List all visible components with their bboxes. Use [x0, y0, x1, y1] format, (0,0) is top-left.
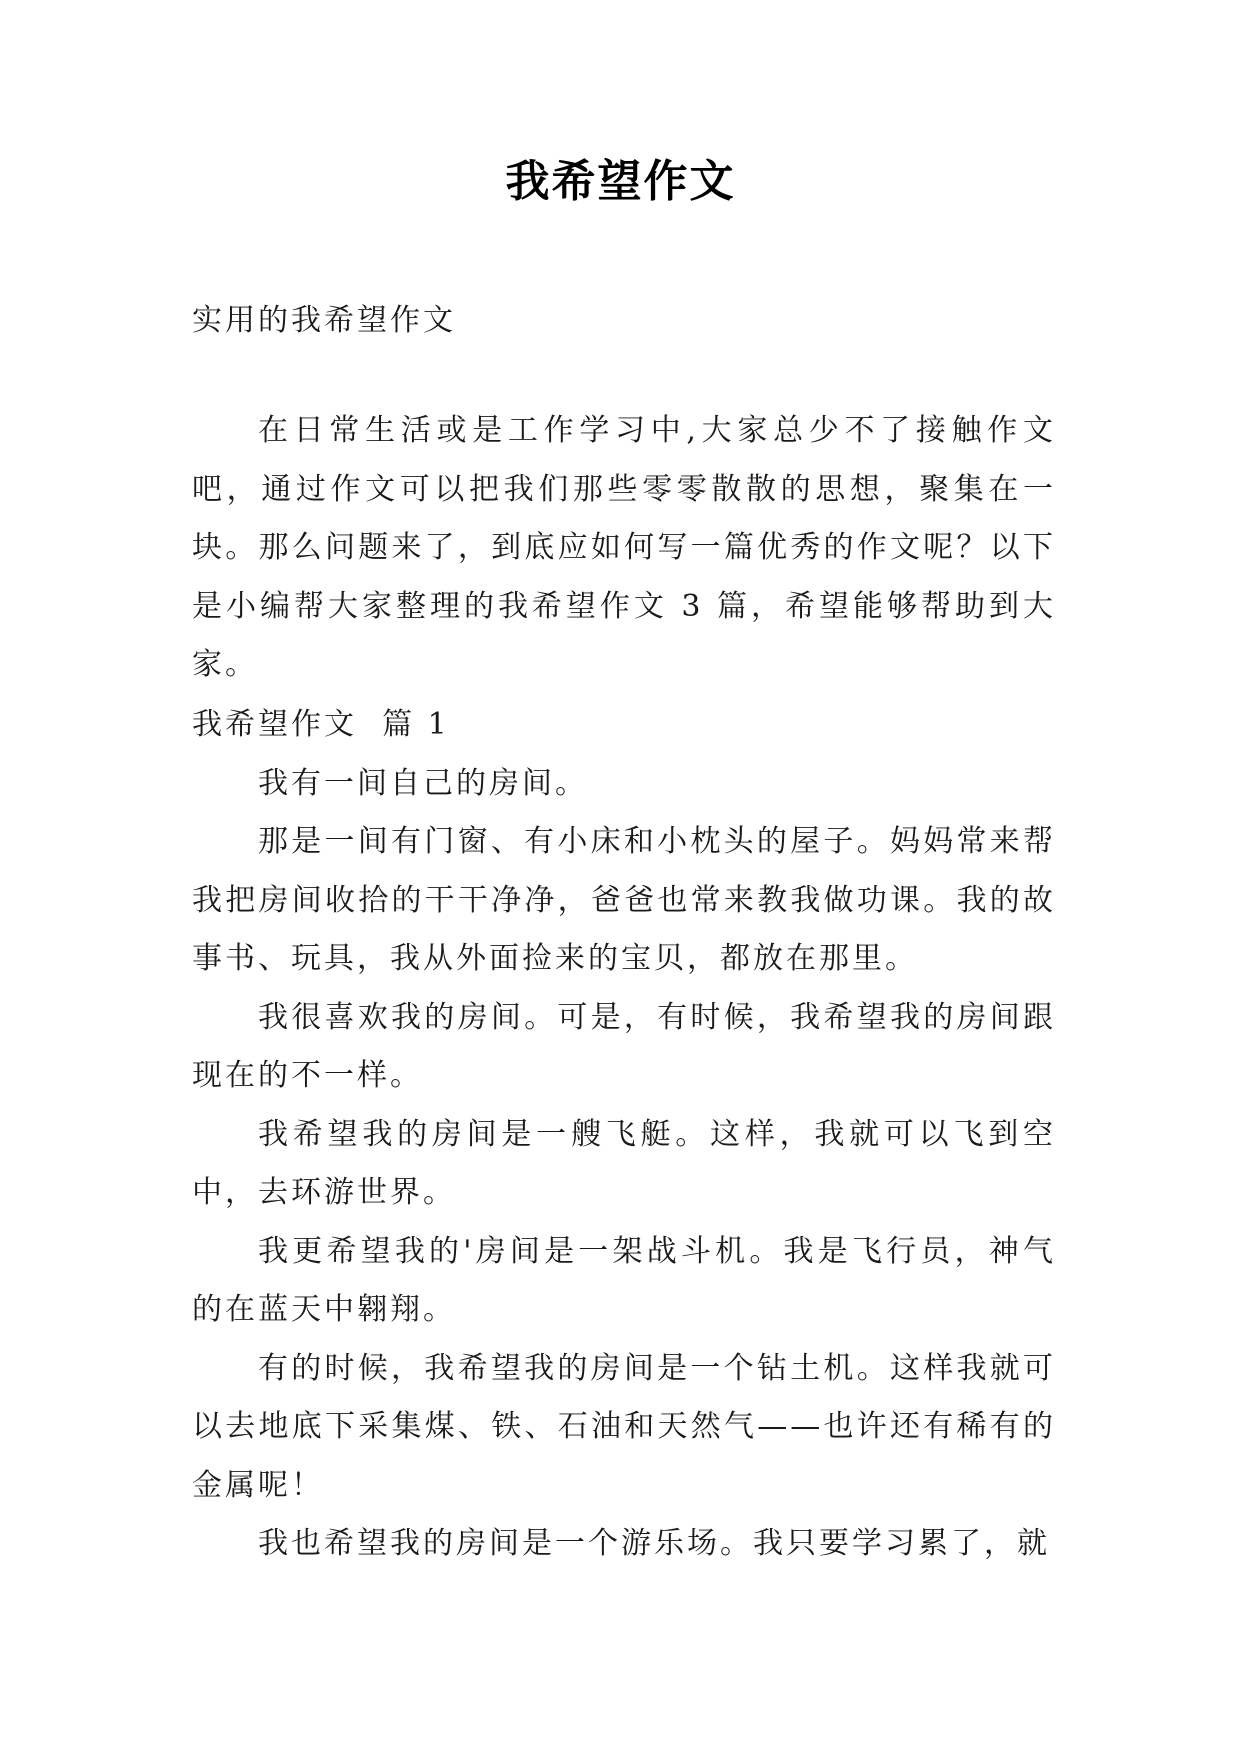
paragraph-6: 有的时候，我希望我的房间是一个钻土机。这样我就可以去地底下采集煤、铁、石油和天然气——也许还有稀有的金属呢！	[192, 1350, 1056, 1503]
subtitle-text: 实用的我希望作文	[192, 303, 456, 338]
paragraph-4: 我希望我的房间是一艘飞艇。这样，我就可以飞到空中，去环游世界。	[192, 1116, 1056, 1210]
document-title: 我希望作文	[505, 156, 736, 207]
section-heading: 我希望作文 篇 1	[192, 707, 450, 742]
intro-paragraph: 在日常生活或是工作学习中,大家总少不了接触作文吧，通过作文可以把我们那些零零散散的思想，聚集在一块。那么问题来了，到底应如何写一篇优秀的作文呢？以下是小编帮大家整理的我希望作文 3 篇，希望能够帮助到大家。	[192, 413, 1056, 682]
paragraph-3: 我很喜欢我的房间。可是，有时候，我希望我的房间跟现在的不一样。	[192, 999, 1056, 1093]
paragraph-7: 我也希望我的房间是一个游乐场。我只要学习累了，就	[258, 1526, 1050, 1561]
intro-section	[192, 402, 1056, 695]
paragraph-1: 我有一间自己的房间。	[258, 765, 588, 801]
document-subtitle	[192, 292, 1056, 351]
paragraph-5: 我更希望我的'房间是一架战斗机。我是飞行员，神气的在蓝天中翱翔。	[192, 1233, 1056, 1327]
paragraph-2: 那是一间有门窗、有小床和小枕头的屋子。妈妈常来帮我把房间收拾的干干净净，爸爸也常来教我做功课。我的故事书、玩具，我从外面捡来的宝贝，都放在那里。	[192, 824, 1056, 976]
article-section	[192, 696, 1056, 1574]
